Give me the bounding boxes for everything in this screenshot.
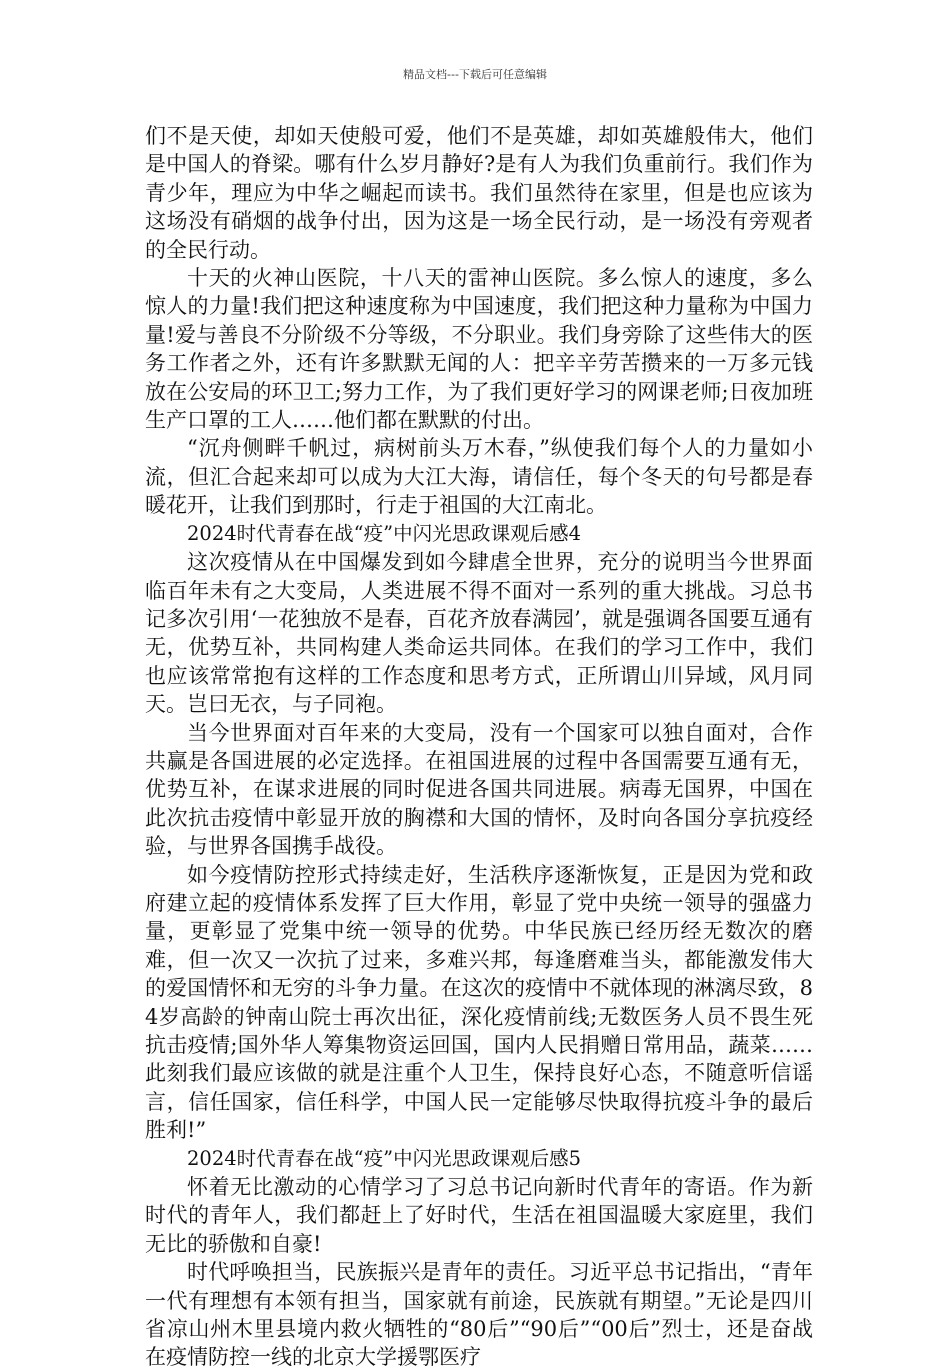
section-heading: 2024时代青春在战“疫”中闪光思政课观后感5 xyxy=(187,1146,581,1170)
paragraph: 当今世界面对百年来的大变局，没有一个国家可以独自面对，合作共赢是各国进展的必定选择。在祖国进展的过程中各国需要互通有无，优势互补，在谋求进展的同时促进各国共同进展。病毒无国界，中国在此次抗击疫情中彰显开放的胸襟和大国的情怀，及时向各国分享抗疫经验，与世界各国携手战役。 xyxy=(145,720,813,859)
paragraph: 十天的火神山医院，十八天的雷神山医院。多么惊人的速度，多么惊人的力量!我们把这种速度称为中国速度，我们把这种力量称为中国力量!爱与善良不分阶级不分等级，不分职业。我们身旁除了这些伟大的医务工作者之外，还有许多默默无闻的人：把辛辛劳苦攒来的一万多元钱放在公安局的环卫工;努力工作，为了我们更好学习的网课老师;日夜加班生产口罩的工人……他们都在默默的付出。 xyxy=(145,266,813,433)
paragraph: 这次疫情从在中国爆发到如今肆虐全世界，充分的说明当今世界面临百年未有之大变局，人类进展不得不面对一系列的重大挑战。习总书记多次引用‘一花独放不是春，百花齐放春满园’，就是强调各国要互通有无，优势互补，共同构建人类命运共同体。在我们的学习工作中，我们也应该常常抱有这样的工作态度和思考方式，正所谓山川异域，风月同天。岂曰无衣，与子同袍。 xyxy=(145,550,813,717)
section-heading: 2024时代青春在战“疫”中闪光思政课观后感4 xyxy=(187,521,581,545)
paragraph: 如今疫情防控形式持续走好，生活秩序逐渐恢复，正是因为党和政府建立起的疫情体系发挥了巨大作用，彰显了党中央统一领导的强盛力量，更彰显了党集中统一领导的优势。中华民族已经历经无数次的磨难，但一次又一次抗了过来，多难兴邦，每逢磨难当头，都能激发伟大的爱国情怀和无穷的斗争力量。在这次的疫情中不就体现的淋漓尽致，84岁高龄的钟南山院士再次出征，深化疫情前线;无数医务人员不畏生死抗击疫情;国外华人筹集物资运回国，国内人民捐赠日常用品，蔬菜……此刻我们最应该做的就是注重个人卫生，保持良好心态，不随意听信谣言，信任国家，信任科学，中国人民一定能够尽快取得抗疫斗争的最后胜利!” xyxy=(145,862,813,1143)
paragraph: 们不是天使，却如天使般可爱，他们不是英雄，却如英雄般伟大，他们是中国人的脊梁。哪有什么岁月静好?是有人为我们负重前行。我们作为青少年，理应为中华之崛起而读书。我们虽然待在家里，但是也应该为这场没有硝烟的战争付出，因为这是一场全民行动，是一场没有旁观者的全民行动。 xyxy=(145,124,813,262)
paragraph: 时代呼唤担当，民族振兴是青年的责任。习近平总书记指出，“青年一代有理想有本领有担当，国家就有前途，民族就有期望。”无论是四川省凉山州木里县境内救火牺牲的“80后”“90后”“00后”烈士，还是奋战在疫情防控一线的北京大学援鄂医疗 xyxy=(145,1260,813,1370)
paragraph: 怀着无比激动的心情学习了习总书记向新时代青年的寄语。作为新时代的青年人，我们都赶上了好时代，生活在祖国温暖大家庭里，我们无比的骄傲和自豪! xyxy=(145,1175,813,1256)
page-header: 精品文档---下载后可任意编辑 xyxy=(403,68,547,81)
paragraph: “沉舟侧畔千帆过，病树前头万木春，”纵使我们每个人的力量如小流，但汇合起来却可以成为大江大海，请信任，每个冬天的句号都是春暖花开，让我们到那时，行走于祖国的大江南北。 xyxy=(145,436,813,518)
document-body xyxy=(145,122,813,1372)
